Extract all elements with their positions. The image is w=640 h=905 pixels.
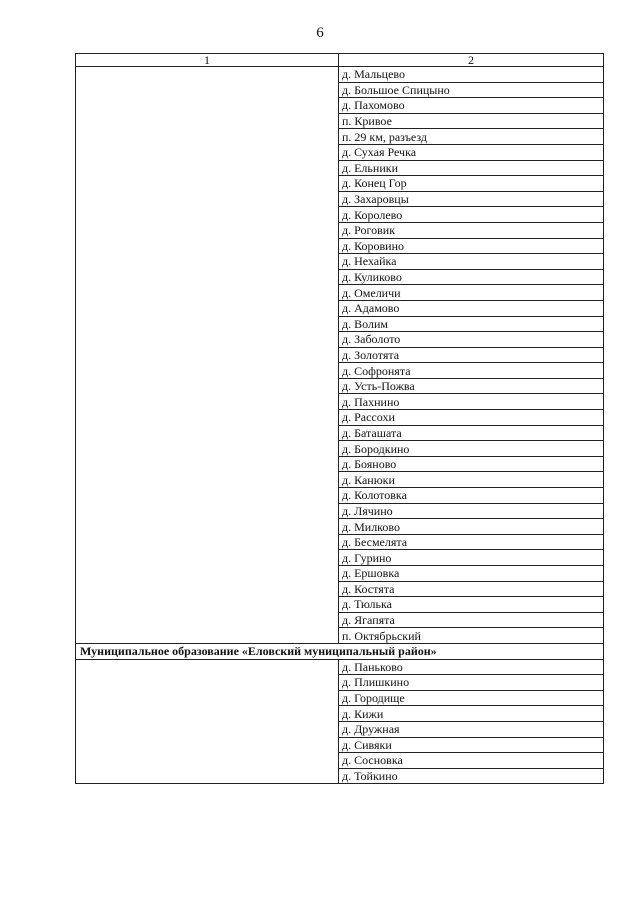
settlement-cell: д. Сухая Речка	[339, 144, 604, 160]
settlement-cell: д. Костята	[339, 581, 604, 597]
settlement-cell: д. Гурино	[339, 550, 604, 566]
page-number: 6	[316, 25, 324, 41]
settlement-cell: д. Ягапята	[339, 612, 604, 628]
settlement-cell: п. 29 км, разъезд	[339, 129, 604, 145]
settlement-cell: д. Городище	[339, 690, 604, 706]
settlement-cell: д. Адамово	[339, 300, 604, 316]
settlement-cell: д. Дружная	[339, 721, 604, 737]
settlement-cell: д. Бесмелята	[339, 534, 604, 550]
settlement-cell: д. Конец Гор	[339, 176, 604, 192]
settlement-cell: д. Канюки	[339, 472, 604, 488]
settlement-cell: д. Волим	[339, 316, 604, 332]
table-row	[76, 659, 604, 675]
settlement-cell: д. Заболото	[339, 332, 604, 348]
settlement-cell: д. Милково	[339, 519, 604, 535]
settlement-cell: д. Омеличи	[339, 285, 604, 301]
settlement-cell: д. Пахомово	[339, 98, 604, 114]
settlement-cell: д. Лячино	[339, 503, 604, 519]
settlement-cell: д. Бояново	[339, 456, 604, 472]
settlement-cell: д. Сосновка	[339, 753, 604, 769]
settlement-cell: д. Мальцево	[339, 67, 604, 83]
settlement-cell: д. Плишкино	[339, 675, 604, 691]
settlement-cell: д. Большое Спицыно	[339, 82, 604, 98]
settlement-cell: д. Ельники	[339, 160, 604, 176]
settlement-cell: д. Захаровцы	[339, 191, 604, 207]
settlement-cell: д. Софронята	[339, 363, 604, 379]
column-header-2: 2	[339, 54, 604, 67]
settlement-cell: д. Кижи	[339, 706, 604, 722]
section-title: Муниципальное образование «Еловский муниципальный район»	[76, 643, 604, 659]
settlement-cell: д. Колотовка	[339, 488, 604, 504]
settlement-cell: д. Тойкино	[339, 768, 604, 784]
section-header-row	[76, 643, 604, 659]
settlement-cell: д. Золотята	[339, 347, 604, 363]
settlement-cell: д. Усть-Пожва	[339, 378, 604, 394]
settlement-cell: д. Пахнино	[339, 394, 604, 410]
settlement-cell: д. Рассохи	[339, 410, 604, 426]
column-header-1: 1	[76, 54, 339, 67]
settlement-cell: д. Ершовка	[339, 566, 604, 582]
settlement-cell: д. Тюлька	[339, 597, 604, 613]
settlements-table	[75, 53, 604, 784]
settlement-cell: д. Королево	[339, 207, 604, 223]
municipality-cell	[76, 659, 339, 784]
settlement-cell: д. Нехайка	[339, 254, 604, 270]
settlement-cell: д. Паньково	[339, 659, 604, 675]
settlement-cell: д. Роговик	[339, 222, 604, 238]
settlement-cell: д. Бородкино	[339, 441, 604, 457]
municipality-cell	[76, 67, 339, 644]
settlement-cell: п. Кривое	[339, 113, 604, 129]
table-header-row	[76, 54, 604, 67]
settlement-cell: д. Куликово	[339, 269, 604, 285]
settlement-cell: п. Октябрьский	[339, 628, 604, 644]
settlements-table-body	[76, 54, 604, 784]
settlement-cell: д. Баташата	[339, 425, 604, 441]
table-row	[76, 67, 604, 83]
settlement-cell: д. Сивяки	[339, 737, 604, 753]
settlement-cell: д. Коровино	[339, 238, 604, 254]
